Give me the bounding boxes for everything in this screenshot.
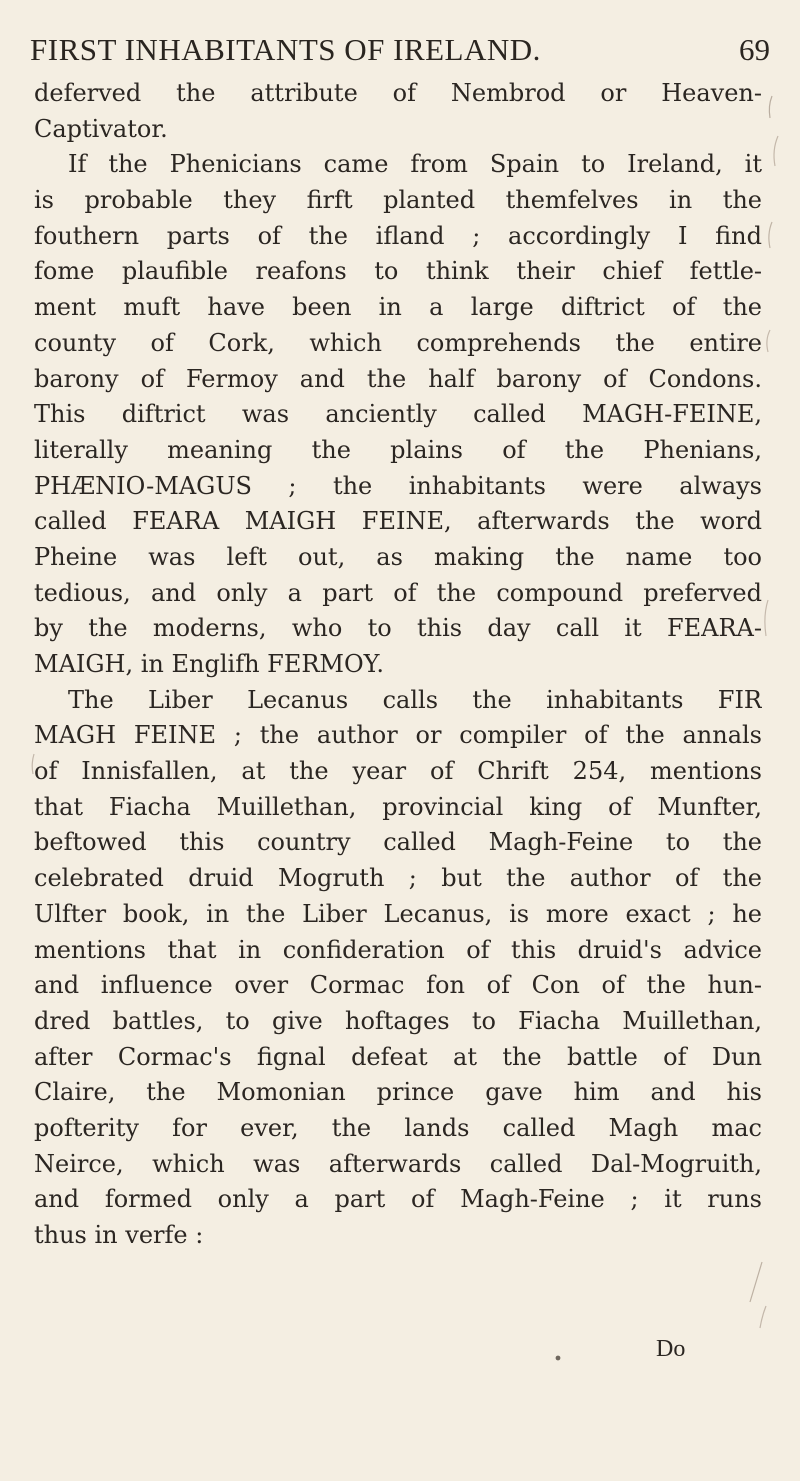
text-line: Claire, the Momonian prince gave him and his <box>34 1078 762 1107</box>
margin-mark <box>750 1262 762 1302</box>
text-line: after Cormac's fignal defeat at the battle of Dun <box>34 1042 762 1071</box>
text-line: Neirce, which was afterwards called Dal-Mogruith, <box>34 1149 762 1178</box>
text-line: fome plaufible reafons to think their chief fettle- <box>34 257 762 286</box>
text-line: barony of Fermoy and the half barony of Condons. <box>34 364 762 393</box>
text-line: of Innisfallen, at the year of Chrift 254, mentions <box>34 757 762 786</box>
text-line: is probable they firft planted themfelves in the <box>34 186 762 215</box>
text-line: Captivator. <box>34 114 168 143</box>
text-line: dred battles, to give hoftages to Fiacha Muillethan, <box>34 1006 762 1035</box>
page-number: 69 <box>739 32 770 67</box>
margin-mark <box>760 1306 766 1328</box>
catchword: Do <box>656 1336 686 1362</box>
text-line: This diftrict was anciently called MAGH-FEINE, <box>34 400 762 429</box>
text-line: by the moderns, who to this day call it FEARA- <box>34 614 762 643</box>
text-line: called FEARA MAIGH FEINE, afterwards the word <box>34 507 762 536</box>
text-line: that Fiacha Muillethan, provincial king of Munfter, <box>34 792 762 821</box>
text-line: PHÆNIO-MAGUS ; the inhabitants were always <box>34 471 762 500</box>
text-line: MAIGH, in Englifh FERMOY. <box>34 650 385 678</box>
text-line: and influence over Cormac fon of Con of the hun- <box>34 971 762 1000</box>
text-line: deferved the attribute of Nembrod or Heaven- <box>34 79 762 107</box>
margin-mark <box>769 222 772 248</box>
margin-mark <box>769 96 772 118</box>
margin-mark <box>765 600 768 636</box>
text-line: Ulfter book, in the Liber Lecanus, is more exact ; he <box>34 899 762 928</box>
text-line: ment muft have been in a large diftrict of the <box>34 293 762 322</box>
text-line: pofterity for ever, the lands called Magh mac <box>34 1113 762 1142</box>
margin-mark <box>774 136 778 166</box>
margin-mark <box>767 330 770 352</box>
text-line: The Liber Lecanus calls the inhabitants FIR <box>68 685 762 714</box>
text-line: If the Phenicians came from Spain to Ireland, it <box>68 150 762 179</box>
text-line: mentions that in confideration of this druid's advice <box>34 935 762 964</box>
text-line: thus in verfe : <box>34 1221 204 1249</box>
running-head-title: FIRST INHABITANTS OF IRELAND. <box>30 32 541 67</box>
text-line: fouthern parts of the ifland ; accordingly I find <box>34 221 762 250</box>
text-line: beftowed this country called Magh-Feine to the <box>34 828 762 857</box>
text-line: MAGH FEINE ; the author or compiler of the annals <box>34 721 762 750</box>
body-text <box>34 76 762 1254</box>
text-line: county of Cork, which comprehends the entire <box>34 328 762 357</box>
running-head <box>30 30 770 74</box>
text-line: celebrated druid Mogruth ; but the author of the <box>34 864 762 893</box>
text-line: Pheine was left out, as making the name too <box>34 542 762 571</box>
text-line: literally meaning the plains of the Phenians, <box>34 435 762 464</box>
ink-speck <box>556 1356 561 1361</box>
text-line: tedious, and only a part of the compound preferved <box>34 578 762 607</box>
text-line: and formed only a part of Magh-Feine ; it runs <box>34 1185 762 1214</box>
